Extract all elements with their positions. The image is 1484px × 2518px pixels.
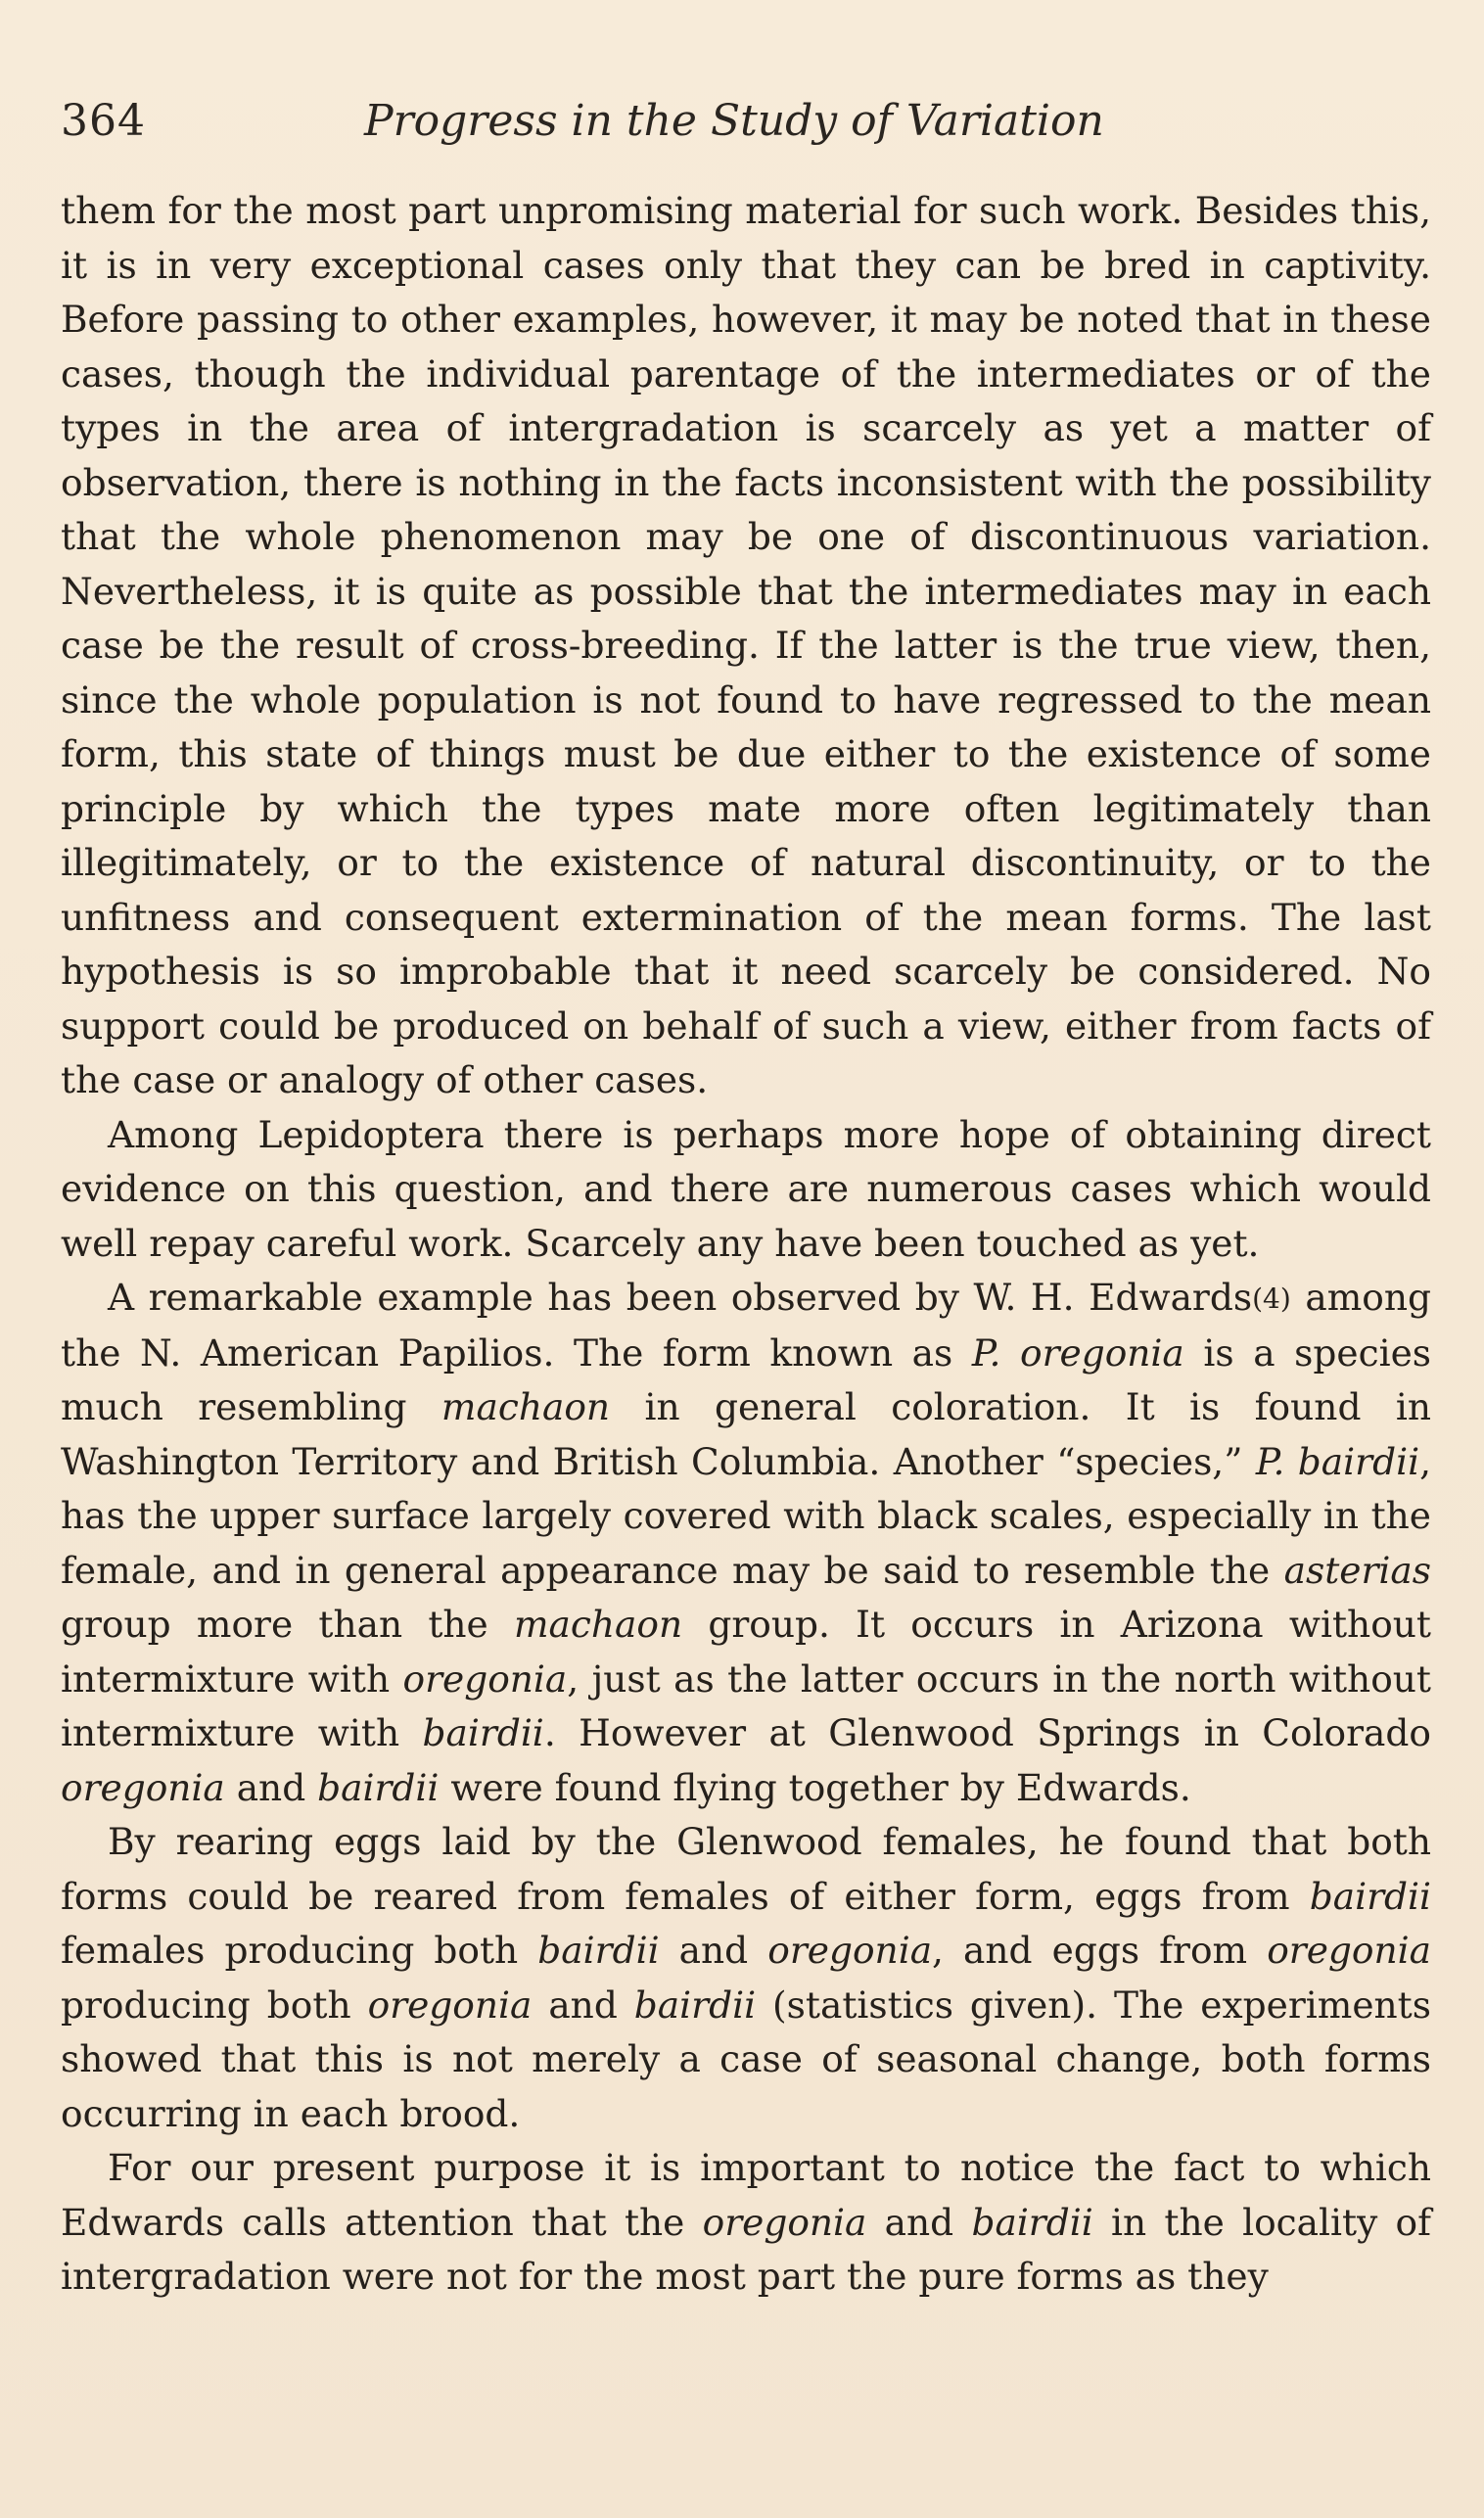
text-run: in the locality of intergradation were not for the most part the pure forms as they bbox=[61, 2200, 1431, 2298]
text-run: and bbox=[532, 1982, 634, 2027]
text-run: , has the upper surface largely covered with black scales, especially in the female, and in general appearance may be said to resemble the bbox=[61, 1439, 1431, 1592]
text-run: , and eggs from bbox=[932, 1929, 1268, 1972]
text-run: (statistics given). The experiments showed that this is not merely a case of seasonal change, both forms occurring in each brood. bbox=[61, 1982, 1431, 2135]
italic-term: P. bairdii bbox=[1255, 1439, 1420, 1483]
text-run: , just as the latter occurs in the north without intermixture with bbox=[61, 1656, 1431, 1754]
text-run: them for the most part unpromising material for such work. Besides this, it is in very exceptional cases only that they can be bred in captivity. Before passing to other examples, however, it may be noted that in these cases, though the individual parentage of the intermediates or of the types in the area of intergradation is scarcely as yet a matter of observation, there is nothing in the facts inconsistent with the possibility that the whole phenomenon may be one of discontinuous variation. Nevertheless, it is quite as possible that the intermediates may in each case be the result of cross-breeding. If the latter is the true view, then, since the whole population is not found to have regressed to the mean form, this state of things must be due either to the existence of some principle by which the types mate more often legitimately than illegitimately, or to the existence of natural discontinuity, or to the unfitness and consequent extermination of the mean forms. The last hypothesis is so improbable that it need scarcely be considered. No support could be produced on behalf of such a view, either from facts of the case or analogy of other cases. bbox=[61, 189, 1431, 1101]
italic-term: oregonia bbox=[367, 1982, 533, 2027]
body-text bbox=[61, 184, 1431, 2305]
reference-marker: (4) bbox=[1252, 1282, 1291, 1315]
text-run: A remarkable example has been observed by W. H. Edwards bbox=[108, 1276, 1253, 1319]
italic-term: oregonia bbox=[402, 1656, 568, 1701]
text-run: By rearing eggs laid by the Glenwood females, he found that both forms could be reared from females of either form, eggs from bbox=[61, 1820, 1431, 1918]
paragraph-4 bbox=[61, 1815, 1431, 2141]
italic-term: machaon bbox=[513, 1603, 683, 1646]
text-run: females producing both bbox=[61, 1929, 538, 1972]
text-run: producing both bbox=[61, 1982, 368, 2027]
italic-term: oregonia bbox=[1267, 1929, 1431, 1972]
italic-term: oregonia bbox=[702, 2200, 867, 2244]
italic-term: bairdii bbox=[971, 2200, 1093, 2244]
text-run: group. It occurs in Arizona without intermixture with bbox=[61, 1603, 1431, 1701]
text-run: group more than the bbox=[61, 1603, 514, 1646]
italic-term: bairdii bbox=[633, 1982, 757, 2027]
italic-term: bairdii bbox=[1309, 1874, 1431, 1918]
paragraph-3 bbox=[61, 1271, 1431, 1815]
paragraph-1 bbox=[61, 184, 1431, 1108]
text-run: and bbox=[866, 2200, 972, 2244]
italic-term: bairdii bbox=[317, 1765, 440, 1809]
italic-term: oregonia bbox=[767, 1929, 933, 1972]
text-run: among the N. American Papilios. The form known as bbox=[61, 1276, 1431, 1375]
paragraph-5 bbox=[61, 2141, 1431, 2305]
italic-term: asterias bbox=[1283, 1548, 1431, 1592]
text-run: and bbox=[224, 1765, 318, 1809]
italic-term: bairdii bbox=[537, 1929, 660, 1972]
running-head bbox=[61, 86, 1431, 164]
text-run: and bbox=[659, 1929, 768, 1972]
italic-term: P. oregonia bbox=[971, 1330, 1184, 1375]
italic-term: oregonia bbox=[61, 1765, 225, 1809]
text-run: . However at Glenwood Springs in Colorado bbox=[543, 1711, 1431, 1754]
text-run: in general coloration. It is found in Washington Territory and British Columbia. Another “species,” bbox=[61, 1385, 1431, 1483]
text-run: Among Lepidoptera there is perhaps more hope of obtaining direct evidence on this question, and there are numerous cases which would well repay careful work. Scarcely any have been touched as yet. bbox=[61, 1112, 1431, 1265]
text-run: is a species much resembling bbox=[61, 1330, 1431, 1428]
italic-term: machaon bbox=[441, 1385, 611, 1428]
paragraph-2 bbox=[61, 1108, 1431, 1272]
italic-term: bairdii bbox=[422, 1711, 544, 1754]
text-run: were found flying together by Edwards. bbox=[439, 1765, 1191, 1809]
text-run: For our present purpose it is important to notice the fact to which Edwards calls attention that the bbox=[61, 2146, 1431, 2244]
running-title: Progress in the Study of Variation bbox=[364, 96, 1104, 146]
page-number: 364 bbox=[61, 96, 146, 146]
